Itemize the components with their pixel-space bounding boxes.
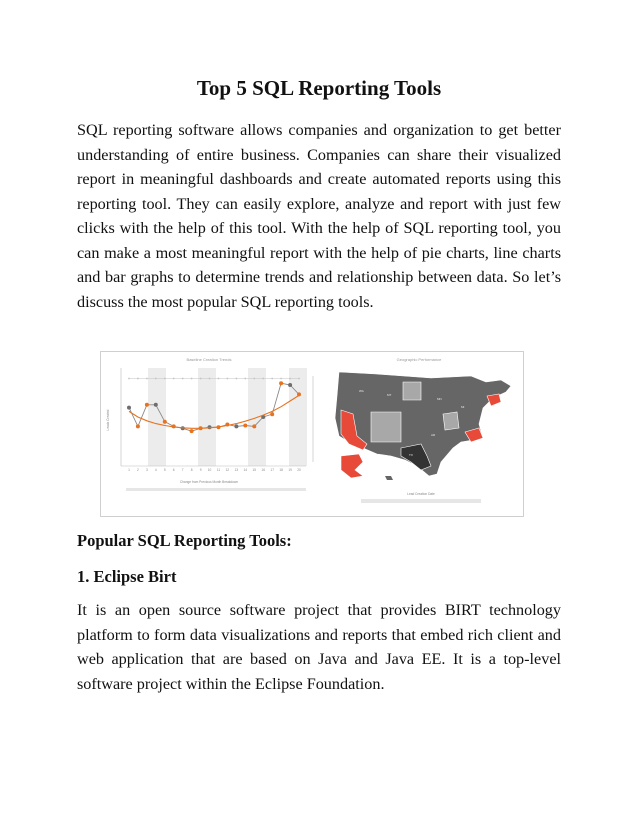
map-label-6: TX [409,453,413,457]
x-tick-label: 20 [297,468,301,472]
x-tick-label: 17 [270,468,274,472]
x-tick-label: 7 [181,468,184,472]
x-tick-label: 11 [216,468,221,472]
map-state-alaska [341,454,363,478]
x-tick-label: 19 [288,468,292,472]
map-label-2: MT [387,393,392,397]
x-tick-label: 15 [252,468,257,472]
data-point-0-7 [190,429,194,433]
map-label-4: MI [461,405,465,409]
data-point-2-8 [200,378,202,380]
data-point-0-12 [234,424,238,428]
shade-band-1 [148,368,166,466]
x-tick-label: 9 [199,468,202,472]
dashboard-figure [100,351,524,517]
data-point-0-1 [136,424,140,428]
x-tick-label: 2 [137,468,139,472]
data-point-2-12 [236,378,238,380]
data-point-2-5 [173,378,175,380]
x-tick-label: 6 [172,468,175,472]
data-point-0-17 [279,381,283,385]
shade-band-2 [198,368,216,466]
data-point-0-18 [288,383,292,387]
x-tick-label: 1 [128,468,130,472]
data-point-2-2 [146,378,148,380]
left-range-bar [126,488,306,491]
map-state-hawaii [385,476,393,480]
data-point-2-6 [182,378,184,380]
data-point-0-13 [243,424,247,428]
tool1-body: It is an open source software project that provides BIRT technology platform to form data visualizations and reports that embed rich client and web application that are based on Java and Java EE. It is a top-level software project within the Eclipse Foundation. [77,601,561,693]
x-tick-label: 4 [154,468,157,472]
data-point-0-2 [145,403,149,407]
map-state-northeast [487,394,501,406]
data-point-2-7 [191,378,193,380]
data-point-2-4 [164,378,166,380]
data-point-0-4 [163,420,167,424]
left-bottom-caption: Change from Previous Month Breakdown [179,480,239,484]
left-axis-label: Leads Created [106,409,110,431]
x-tick-label: 8 [190,468,193,472]
us-map [335,372,511,480]
data-point-2-10 [218,378,220,380]
data-point-2-3 [155,378,157,380]
section-heading: Popular SQL Reporting Tools: [77,531,292,550]
data-point-2-16 [271,378,273,380]
data-point-2-14 [253,378,255,380]
x-tick-label: 10 [207,468,212,472]
x-tick-label: 5 [163,468,166,472]
map-state-light-2 [403,382,421,400]
data-point-2-19 [298,378,300,380]
data-point-2-17 [280,378,282,380]
x-tick-label: 18 [279,468,283,472]
x-tick-label: 12 [225,468,230,472]
map-state-light [371,412,401,442]
data-point-2-18 [289,378,291,380]
data-point-2-15 [262,378,264,380]
data-point-2-1 [137,378,139,380]
data-point-2-11 [227,378,229,380]
map-label-1: WA [359,389,364,393]
map-state-light-3 [443,412,459,430]
intro-paragraph: SQL reporting software allows companies and organization to get better understanding of entire business. Companies can share their visualized report in meaningful dashboards and create automated reports using this reporting tool. They can easily explore, analyze and report with just few clicks with the help of this tool. With the help of SQL reporting tool, you can make a most meaningful report with the help of pie charts, line charts and bar graphs to determine trends and relationship between data. So let’s discuss the most popular SQL reporting tools. [77,121,561,311]
tool1-heading: 1. Eclipse Birt [77,567,177,586]
page-title: Top 5 SQL Reporting Tools [196,76,442,100]
chart-shading [148,368,307,466]
data-point-2-0 [128,378,130,380]
x-tick-label: 16 [261,468,265,472]
data-point-0-14 [252,424,256,428]
data-point-0-3 [154,403,158,407]
data-point-0-16 [270,412,274,416]
right-panel-title: Geographic Performance [396,357,442,362]
data-point-0-0 [127,406,131,410]
right-range-bar[interactable] [361,499,481,503]
map-label-5: AR [431,433,436,437]
x-tick-label: 14 [243,468,248,472]
left-panel-title: Baseline Creation Trends [186,357,232,362]
data-point-2-13 [244,378,246,380]
right-bottom-caption: Lead Creation Date [407,492,435,496]
dashboard-svg [101,352,523,516]
map-label-3: MN [437,397,442,401]
x-tick-label: 3 [146,468,148,472]
x-tick-label: 13 [234,468,239,472]
shade-band-4 [289,368,307,466]
data-point-2-9 [209,378,211,380]
